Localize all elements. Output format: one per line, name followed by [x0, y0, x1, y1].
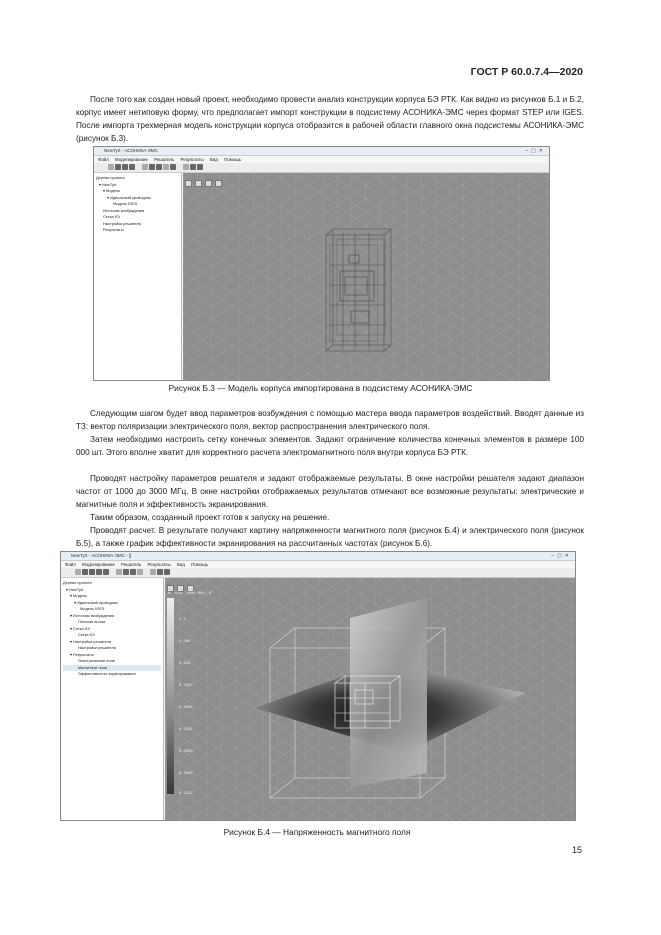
tree-item-model[interactable]: ▾ Модель	[103, 188, 121, 193]
window-title: NewTyrt - АСОНИКА-ЭМС - []	[61, 552, 575, 561]
tree-item-excitation[interactable]: Источник возбуждения	[103, 207, 145, 213]
tree-root-label: Дерево проекта	[63, 580, 92, 585]
paragraph-ready: Таким образом, созданный проект готов к запуску на решение.	[90, 513, 330, 522]
figure-caption-b3: Рисунок Б.3 — Модель корпуса импортирована в подсистему АСОНИКА-ЭМС	[168, 383, 473, 393]
tree-item-results[interactable]: Результаты	[103, 227, 124, 232]
legend-value: 0.7997	[179, 684, 193, 688]
screenshot-magnetic-field	[60, 551, 576, 821]
project-tree	[94, 173, 182, 380]
paragraph-import: После того как создан новый проект, необходимо провести анализ конструкции корпуса БЭ РТК. Как видно из рисунков Б.1 и Б.2, корпус имеет нетиповую форму, что предполагает импорт конструкции в подсистему АСОНИКА-ЭМС через формат STEP или IGES. После импорта трехмерная модель конструкции корпуса отобразится в рабочей области главного окна подсистемы АСОНИКА-ЭМС (рисунок Б.3).	[76, 95, 584, 143]
tree-item-results[interactable]: ▾ Результаты	[70, 651, 94, 657]
window-title: NewTyrt - АСОНИКА-ЭМС	[94, 147, 549, 156]
paragraph-solver: Проводят настройку параметров решателя и задают отображаемые результаты. В окне настройки решателя задают диапазон частот от 1000 до 3000 МГц. В окне настройки отображаемых результатов отмечают все возможные результаты: электрические и магнитные поля и эффективность экранирования.	[76, 474, 584, 509]
3d-viewport[interactable]	[165, 578, 575, 820]
tree-item-model[interactable]: ▾ Модель	[70, 593, 88, 598]
run-icon[interactable]	[129, 164, 135, 170]
screenshot-model-import	[93, 146, 550, 381]
menu-item-help[interactable]: Помощь	[224, 157, 242, 162]
main-toolbar	[94, 163, 549, 173]
mesh-icon[interactable]	[122, 164, 128, 170]
menu-item-view[interactable]: Вид	[176, 562, 185, 567]
legend-value: 0.933	[179, 662, 191, 666]
zoom-icon[interactable]	[150, 569, 156, 575]
menu-item-modeling[interactable]: Моделирование	[82, 562, 115, 567]
tree-item-plane-wave[interactable]: Плоская волна	[78, 619, 106, 624]
run-icon[interactable]	[96, 569, 102, 575]
tree-item-solver-settings[interactable]: Настройка решателя	[103, 220, 141, 226]
window-controls[interactable]: –▢✕	[551, 553, 572, 559]
wire-icon[interactable]	[137, 569, 143, 575]
menu-item-file[interactable]: Файл	[98, 157, 109, 162]
tree-item-solver-settings-child[interactable]: Настройки решателя	[78, 645, 116, 650]
legend-value: 1.066	[179, 640, 191, 644]
menu-item-help[interactable]: Помощь	[191, 562, 209, 567]
legend-value: 0.1332	[179, 792, 193, 796]
imported-housing-model	[183, 173, 548, 379]
tree-item-iges-model[interactable]: Модель IGES	[80, 606, 105, 611]
tree-item-mesh-child[interactable]: Сетка КЭ	[78, 632, 95, 637]
legend-value: 0.2665	[179, 772, 193, 776]
legend-title: H, A/m, 2000 MHz, 0°	[168, 592, 214, 596]
legend-value: 0.6664	[179, 706, 193, 710]
fill-icon[interactable]	[130, 569, 136, 575]
paragraph-calculation: Проводят расчет. В результате получают картину напряженности магнитного поля (рисунок Б.4) и электрического поля (рисунок Б.5), а также график эффективности экранирования на рассчитанных частотах (рисунок Б.6).	[76, 526, 584, 548]
rotate-icon[interactable]	[157, 569, 163, 575]
zoom-icon[interactable]	[183, 164, 189, 170]
stop-icon[interactable]	[103, 569, 109, 575]
rotate-icon[interactable]	[190, 164, 196, 170]
tree-item-excitation[interactable]: ▾ Источник возбуждения	[70, 612, 115, 618]
window-controls[interactable]: –▢✕	[525, 148, 546, 154]
page-number: 15	[571, 845, 582, 855]
legend-value: 1.2	[179, 618, 186, 622]
project-tree	[61, 578, 164, 820]
tree-item-conductor[interactable]: ▾ Идеальный проводник	[74, 599, 118, 605]
menu-item-file[interactable]: Файл	[65, 562, 76, 567]
tree-item-project[interactable]: ▾ NewTyrt	[66, 586, 84, 592]
standard-header: ГОСТ Р 60.0.7.4—2020	[470, 66, 583, 78]
menu-bar	[94, 156, 549, 163]
pan-icon[interactable]	[164, 569, 170, 575]
menu-item-solver[interactable]: Решатель	[154, 157, 175, 162]
pan-icon[interactable]	[197, 164, 203, 170]
magnetic-field-plot	[165, 578, 574, 819]
mesh-icon[interactable]	[89, 569, 95, 575]
tree-item-iges-model[interactable]: Модель IGES	[113, 201, 138, 206]
tree-item-conductor[interactable]: ▾ Идеальный проводник	[107, 194, 151, 200]
tree-item-project[interactable]: ▾ NewTyrt	[99, 181, 117, 187]
tree-item-electric-field[interactable]: Электрическое поле	[78, 658, 115, 663]
paragraph-mesh: Затем необходимо настроить сетку конечных элементов. Задают ограничение количества конечных элементов в размере 100 000 шт. Этого вполне хватит для корректного расчета электромагнитного поля внутри корпуса БЭ РТК.	[76, 435, 584, 457]
paragraph-excitation: Следующим шагом будет ввод параметров возбуждения с помощью мастера ввода параметров воздействий. Вводят данные из ТЗ: вектор поляризации электрического поля, вектор распространения электрического поля.	[76, 409, 584, 431]
new-icon[interactable]	[75, 569, 81, 575]
grid-icon[interactable]	[170, 164, 176, 170]
tree-item-mesh[interactable]: ▾ Сетка КЭ	[70, 625, 90, 631]
new-icon[interactable]	[108, 164, 114, 170]
tree-item-mesh[interactable]: Сетка КЭ	[103, 214, 120, 219]
fill-icon[interactable]	[156, 164, 162, 170]
figure-caption-b4: Рисунок Б.4 — Напряженность магнитного поля	[223, 827, 411, 837]
tree-item-shielding-effectiveness[interactable]: Эффективность экранирования	[78, 671, 136, 676]
3d-viewport[interactable]	[183, 173, 549, 380]
tree-root-label: Дерево проекта	[96, 175, 125, 180]
menu-item-solver[interactable]: Решатель	[121, 562, 142, 567]
menu-item-results[interactable]: Результаты	[180, 157, 204, 162]
menu-bar	[61, 561, 575, 568]
tree-item-magnetic-field[interactable]: Магнитное поле	[63, 665, 161, 672]
view-icon[interactable]	[116, 569, 122, 575]
menu-item-modeling[interactable]: Моделирование	[115, 157, 148, 162]
save-icon[interactable]	[115, 164, 121, 170]
legend-value: 0.3998	[179, 750, 193, 754]
color-icon[interactable]	[123, 569, 129, 575]
wire-icon[interactable]	[163, 164, 169, 170]
view-icon[interactable]	[142, 164, 148, 170]
legend-value: 0.5331	[179, 728, 193, 732]
tree-item-solver-settings[interactable]: ▾ Настройка решателя	[70, 638, 111, 644]
vertical-field-plane	[350, 598, 427, 788]
color-icon[interactable]	[149, 164, 155, 170]
main-toolbar	[61, 568, 575, 578]
menu-item-view[interactable]: Вид	[209, 157, 218, 162]
menu-item-results[interactable]: Результаты	[147, 562, 171, 567]
save-icon[interactable]	[82, 569, 88, 575]
